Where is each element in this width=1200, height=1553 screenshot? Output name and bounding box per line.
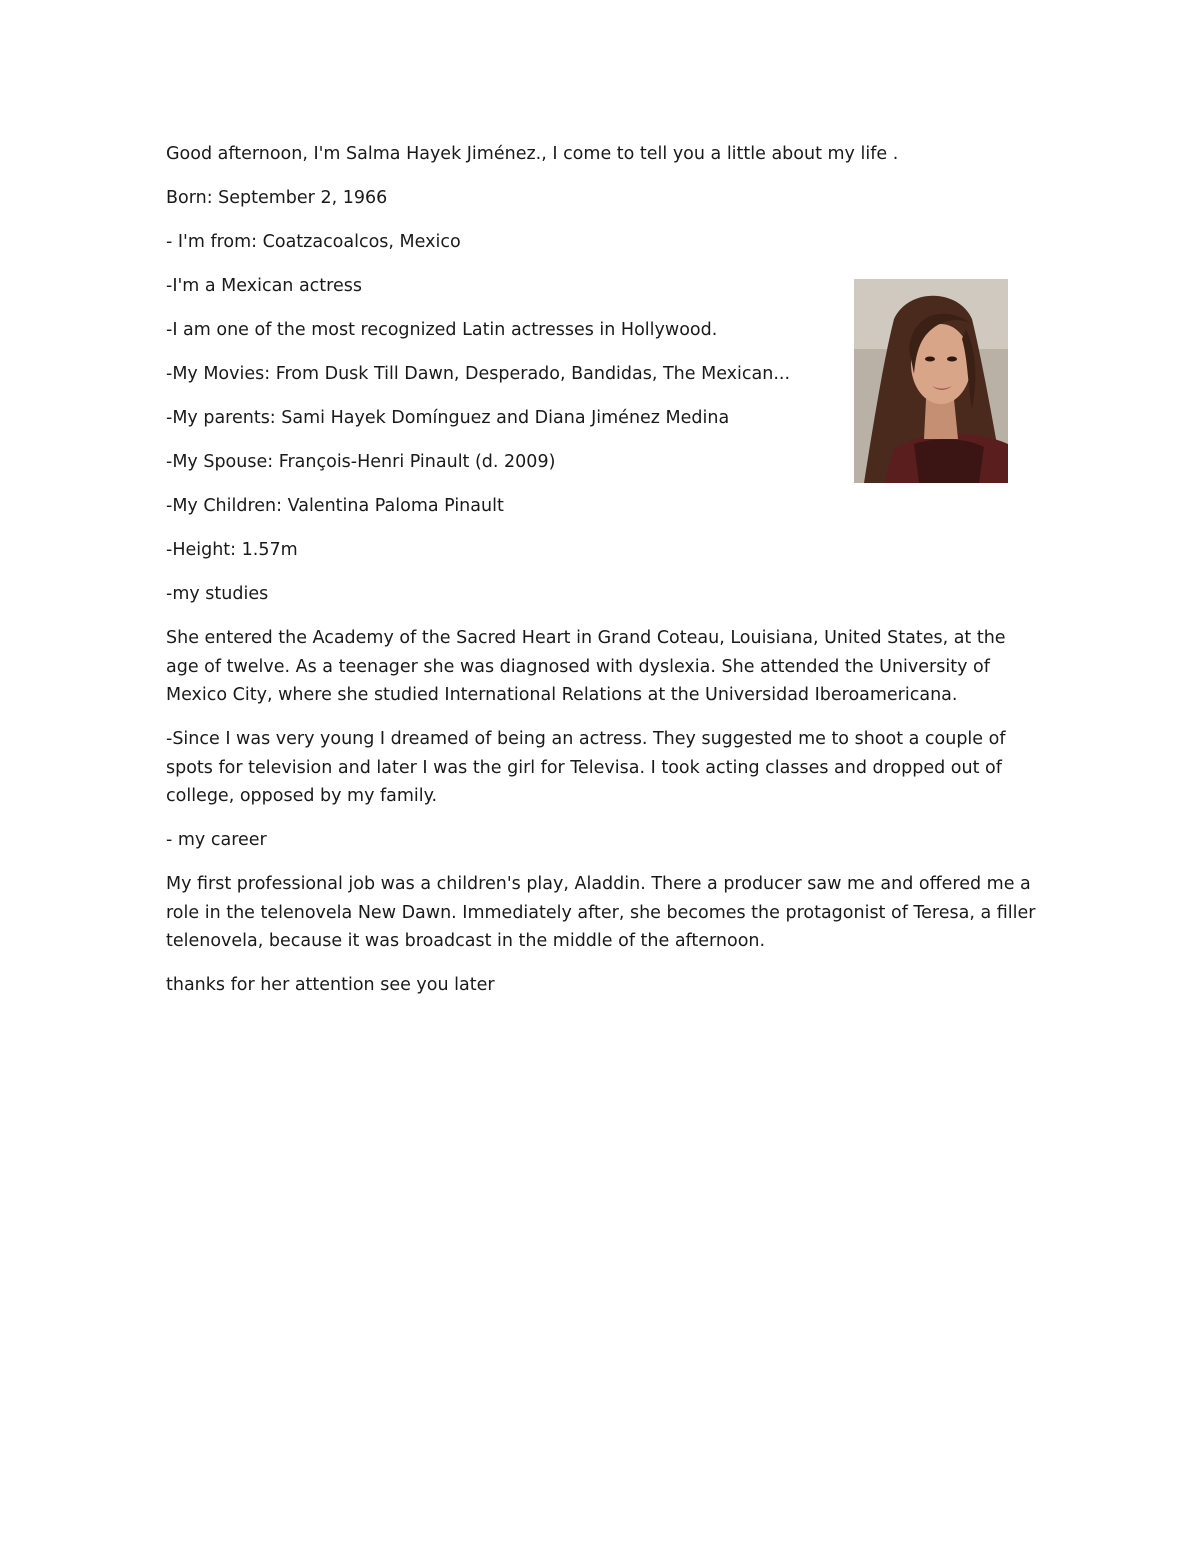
- height-line: -Height: 1.57m: [166, 540, 298, 560]
- recognition-line: -I am one of the most recognized Latin actresses in Hollywood.: [166, 320, 718, 340]
- parents-line: -My parents: Sami Hayek Domínguez and Diana Jiménez Medina: [166, 408, 730, 428]
- portrait-photo: [854, 279, 1008, 483]
- dream-paragraph: -Since I was very young I dreamed of being an actress. They suggested me to shoot a couple of spots for television and later I was the girl for Televisa. I took acting classes and dropped out of college, opposed by my family.: [166, 729, 1006, 806]
- career-paragraph: My first professional job was a children's play, Aladdin. There a producer saw me and offered me a role in the telenovela New Dawn. Immediately after, she becomes the protagonist of Teresa, a filler telenovela, because it was broadcast in the middle of the afternoon.: [166, 874, 1036, 951]
- career-heading: - my career: [166, 830, 267, 850]
- closing-line: thanks for her attention see you later: [166, 975, 495, 995]
- movies-line: -My Movies: From Dusk Till Dawn, Desperado, Bandidas, The Mexican...: [166, 364, 791, 384]
- studies-paragraph: She entered the Academy of the Sacred Heart in Grand Coteau, Louisiana, United States, at the age of twelve. As a teenager she was diagnosed with dyslexia. She attended the University of Mexico City, where she studied International Relations at the Universidad Iberoamericana.: [166, 628, 1006, 705]
- born-line: Born: September 2, 1966: [166, 188, 388, 208]
- studies-heading: -my studies: [166, 584, 269, 604]
- spouse-line: -My Spouse: François-Henri Pinault (d. 2009): [166, 452, 556, 472]
- children-line: -My Children: Valentina Paloma Pinault: [166, 496, 504, 516]
- portrait-photo-icon: [854, 279, 1008, 483]
- profession-line: -I'm a Mexican actress: [166, 276, 362, 296]
- greeting-paragraph: Good afternoon, I'm Salma Hayek Jiménez., I come to tell you a little about my life .: [166, 144, 899, 164]
- hometown-line: - I'm from: Coatzacoalcos, Mexico: [166, 232, 461, 252]
- document-body: [166, 140, 1036, 1015]
